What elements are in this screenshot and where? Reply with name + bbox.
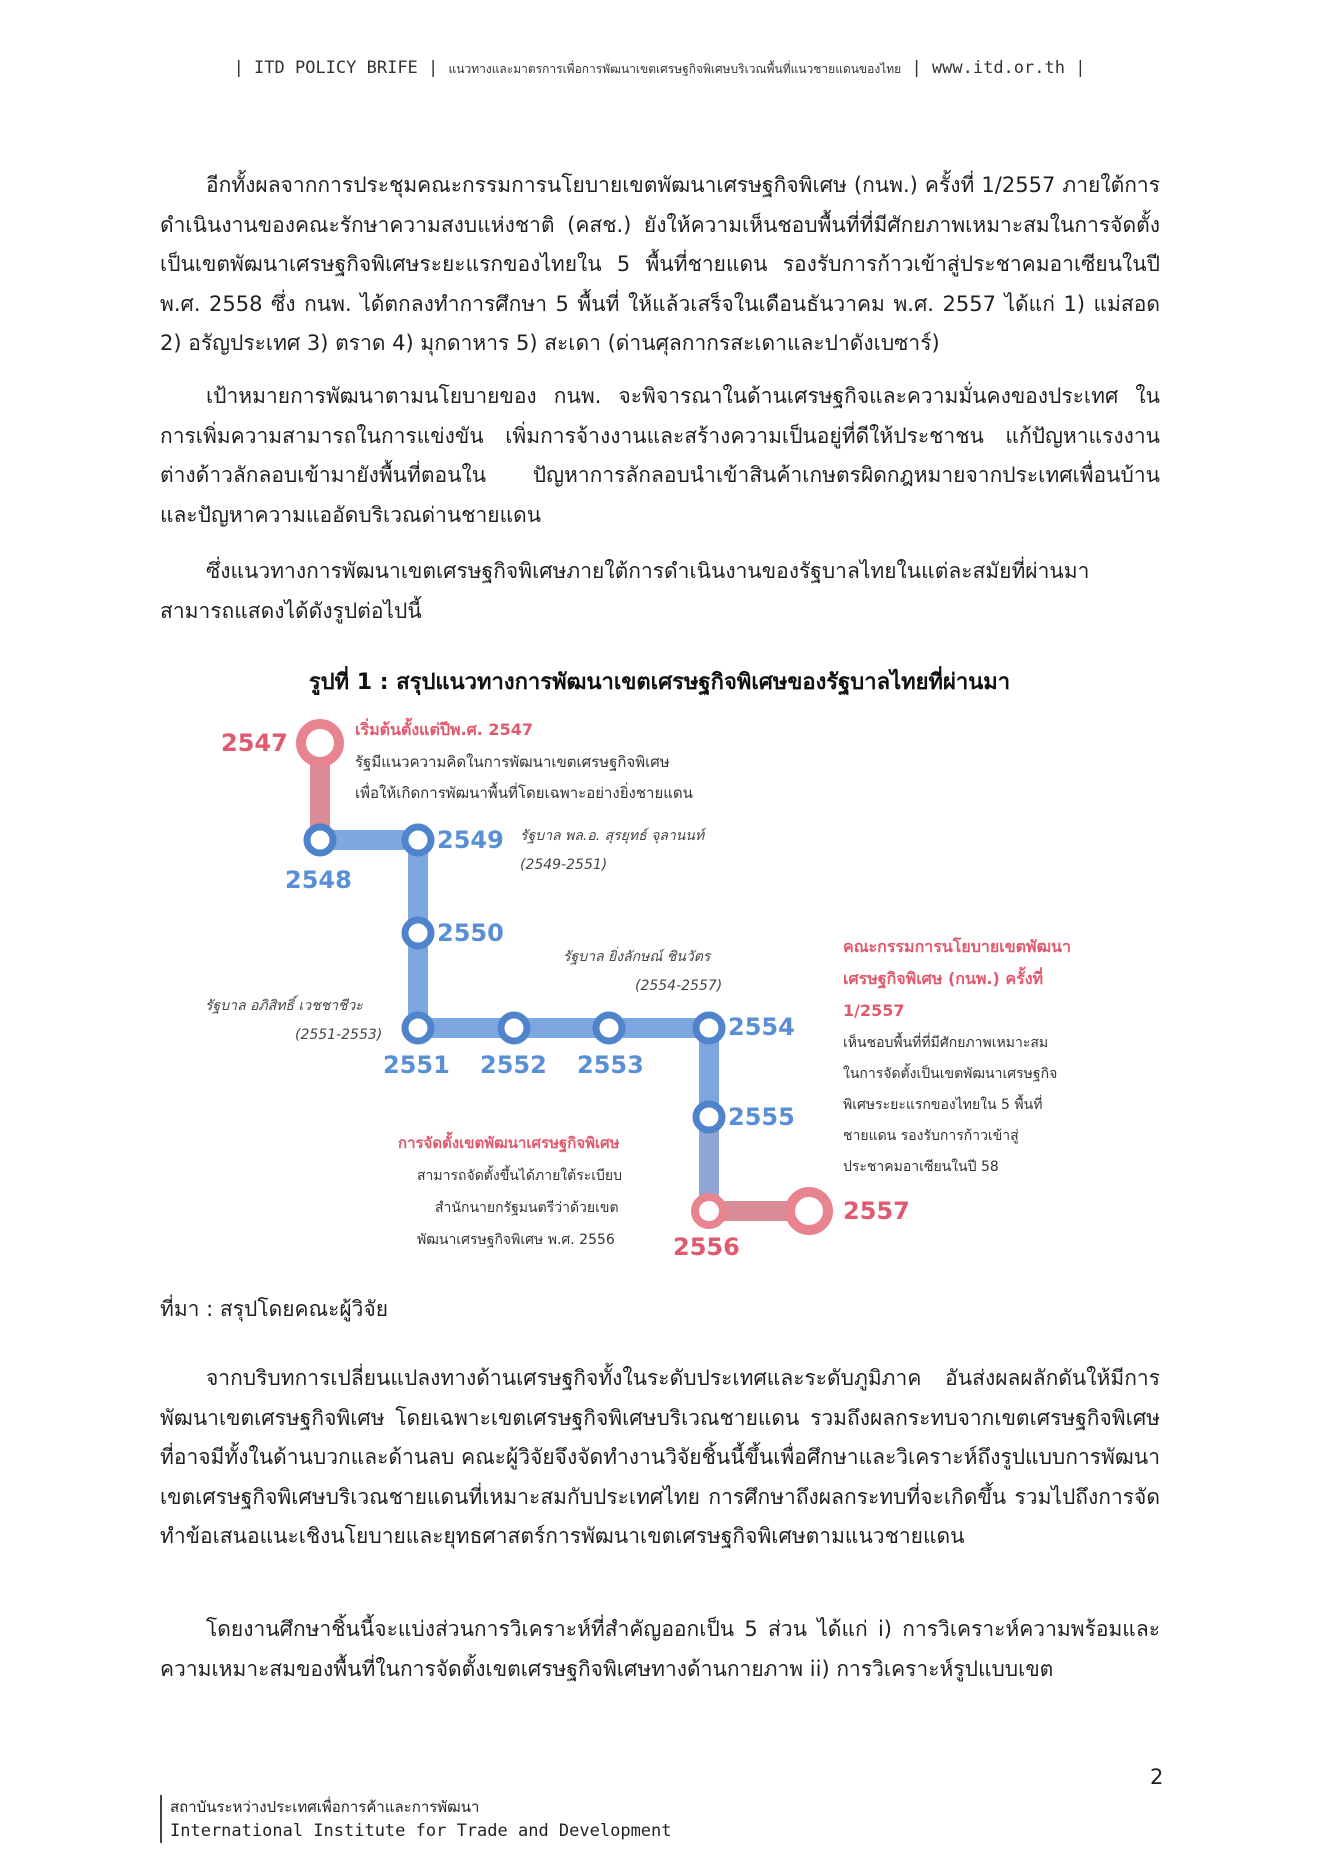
paragraph-3: ซึ่งแนวทางการพัฒนาเขตเศรษฐกิจพิเศษภายใต้การดำเนินงานของรัฐบาลไทยในแต่ละสมัยที่ผ่านมา สามารถแสดงได้ดังรูปต่อไปนี้	[160, 559, 1090, 623]
page-footer	[160, 1795, 672, 1843]
header-website: | www.itd.or.th |	[911, 58, 1086, 78]
paragraph-1: อีกทั้งผลจากการประชุมคณะกรรมการนโยบายเขตพัฒนาเศรษฐกิจพิเศษ (กนพ.) ครั้งที่ 1/2557 ภายใต้การดำเนินงานของคณะรักษาความสงบแห่งชาติ (คสช.) ยังให้ความเห็นชอบพื้นที่ที่มีศักยภาพเหมาะสมในการจัดตั้งเป็นเขตพัฒนาเศรษฐกิจพิเศษระยะแรกของไทยใน 5 พื้นที่ชายแดน รองรับการก้าวเข้าสู่ประชาคมอาเซียนในปี พ.ศ. 2558 ซึ่ง กนพ. ได้ตกลงทำการศึกษา 5 พื้นที่ ให้แล้วเสร็จในเดือนธันวาคม พ.ศ. 2557 ได้แก่ 1) แม่สอด 2) อรัญประเทศ 3) ตราด 4) มุกดาหาร 5) สะเดา (ด่านศุลกากรสะเดาและปาดังเบซาร์)	[160, 173, 1160, 355]
page-number: 2	[1150, 1765, 1164, 1789]
node-2554	[696, 1015, 722, 1041]
paragraph-4: จากบริบทการเปลี่ยนแปลงทางด้านเศรษฐกิจทั้งในระดับประเทศและระดับภูมิภาค อันส่งผลผลักดันให้มีการพัฒนาเขตเศรษฐกิจพิเศษ โดยเฉพาะเขตเศรษฐกิจพิเศษบริเวณชายแดน รวมถึงผลกระทบจากเขตเศรษฐกิจพิเศษที่อาจมีทั้งในด้านบวกและด้านลบ คณะผู้วิจัยจึงจัดทำงานวิจัยชิ้นนี้ขึ้นเพื่อศึกษาและวิเคราะห์ถึงรูปแบบการพัฒนาเขตเศรษฐกิจพิเศษบริเวณชายแดนที่เหมาะสมกับประเทศไทย การศึกษาถึงผลกระทบที่จะเกิดขึ้น รวมไปถึงการจัดทำข้อเสนอแนะเชิงนโยบายและยุทธศาสตร์การพัฒนาเขตเศรษฐกิจพิเศษตามแนวชายแดน	[160, 1366, 1160, 1548]
establish-line-2: สำนักนายกรัฐมนตรีว่าด้วยเขต	[435, 1200, 619, 1216]
year-label-2551: 2551	[383, 1051, 450, 1079]
year-label-2552: 2552	[480, 1051, 547, 1079]
gov-surayud-period: (2549-2551)	[520, 857, 608, 873]
year-label-2556: 2556	[673, 1233, 740, 1261]
year-label-2548: 2548	[285, 866, 352, 894]
establish-heading: การจัดตั้งเขตพัฒนาเศรษฐกิจพิเศษ	[398, 1134, 620, 1152]
committee-line-4: ชายแดน รองรับการก้าวเข้าสู่	[843, 1128, 1019, 1144]
figure-title: รูปที่ 1 : สรุปแนวทางการพัฒนาเขตเศรษฐกิจพิเศษของรัฐบาลไทยที่ผ่านมา	[308, 670, 1011, 695]
year-label-2553: 2553	[577, 1051, 644, 1079]
establish-line-3: พัฒนาเศรษฐกิจพิเศษ พ.ศ. 2556	[417, 1232, 615, 1248]
header-left: | ITD POLICY BRIFE |	[233, 58, 439, 78]
committee-heading-3: 1/2557	[843, 1001, 905, 1020]
paragraph-2: เป้าหมายการพัฒนาตามนโยบายของ กนพ. จะพิจารณาในด้านเศรษฐกิจและความมั่นคงของประเทศ ในการเพิ่มความสามารถในการแข่งขัน เพิ่มการจ้างงานและสร้างความเป็นอยู่ที่ดีให้ประชาชน แก้ปัญหาแรงงานต่างด้าวลักลอบเข้ามายังพื้นที่ตอนใน ปัญหาการลักลอบนำเข้าสินค้าเกษตรผิดกฎหมายจากประเทศเพื่อนบ้าน และปัญหาความแออัดบริเวณด่านชายแดน	[160, 384, 1160, 527]
node-2556	[695, 1197, 723, 1225]
node-2553	[596, 1015, 622, 1041]
header-title: แนวทางและมาตรการเพื่อการพัฒนาเขตเศรษฐกิจพิเศษบริเวณพื้นที่แนวชายแดนของไทย	[448, 62, 902, 76]
year-label-2554: 2554	[728, 1013, 795, 1041]
footer-institute-english: International Institute for Trade and Development	[170, 1821, 672, 1841]
committee-line-2: ในการจัดตั้งเป็นเขตพัฒนาเศรษฐกิจ	[843, 1066, 1058, 1082]
year-label-2547: 2547	[221, 729, 288, 757]
footer-institute-thai: สถาบันระหว่างประเทศเพื่อการค้าและการพัฒนา	[170, 1798, 480, 1816]
year-label-2549: 2549	[437, 826, 504, 854]
node-2551	[405, 1015, 431, 1041]
committee-line-3: พิเศษระยะแรกของไทยใน 5 พื้นที่	[843, 1097, 1043, 1113]
start-line-1: รัฐมีแนวความคิดในการพัฒนาเขตเศรษฐกิจพิเศษ	[355, 753, 670, 771]
establish-line-1: สามารถจัดตั้งขึ้นได้ภายใต้ระเบียบ	[417, 1168, 623, 1184]
gov-yingluck-period: (2554-2557)	[635, 978, 723, 994]
gov-abhisit-name: รัฐบาล อภิสิทธิ์ เวชชาชีวะ	[205, 998, 363, 1014]
year-label-2557: 2557	[843, 1197, 910, 1225]
node-2550	[405, 920, 431, 946]
start-heading: เริ่มต้นตั้งแต่ปีพ.ศ. 2547	[355, 720, 533, 739]
committee-heading-2: เศรษฐกิจพิเศษ (กนพ.) ครั้งที่	[843, 969, 1044, 988]
node-2557	[790, 1192, 828, 1230]
gov-yingluck-name: รัฐบาล ยิ่งลักษณ์ ชินวัตร	[563, 949, 711, 965]
paragraph-5: โดยงานศึกษาชิ้นนี้จะแบ่งส่วนการวิเคราะห์ที่สำคัญออกเป็น 5 ส่วน ได้แก่ i) การวิเคราะห์ความพร้อมและความเหมาะสมของพื้นที่ในการจัดตั้งเขตเศรษฐกิจพิเศษทางด้านกายภาพ ii) การวิเคราะห์รูปแบบเขต	[160, 1617, 1160, 1681]
node-2552	[501, 1015, 527, 1041]
page-header	[0, 58, 1319, 79]
gov-surayud-name: รัฐบาล พล.อ. สุรยุทธ์ จุลานนท์	[520, 828, 705, 844]
committee-line-5: ประชาคมอาเซียนในปี 58	[843, 1159, 999, 1175]
node-2547	[301, 724, 339, 762]
committee-line-1: เห็นชอบพื้นที่ที่มีศักยภาพเหมาะสม	[843, 1035, 1049, 1051]
node-2555	[696, 1104, 722, 1130]
gov-abhisit-period: (2551-2553)	[295, 1027, 383, 1043]
node-2548	[307, 827, 333, 853]
figure-source: ที่มา : สรุปโดยคณะผู้วิจัย	[160, 1297, 389, 1321]
year-label-2550: 2550	[437, 919, 504, 947]
timeline-figure	[195, 705, 1125, 1270]
start-line-2: เพื่อให้เกิดการพัฒนาพื้นที่โดยเฉพาะอย่างยิ่งชายแดน	[355, 784, 693, 802]
year-label-2555: 2555	[728, 1103, 795, 1131]
committee-heading-1: คณะกรรมการนโยบายเขตพัฒนา	[843, 937, 1071, 956]
node-2549	[405, 827, 431, 853]
